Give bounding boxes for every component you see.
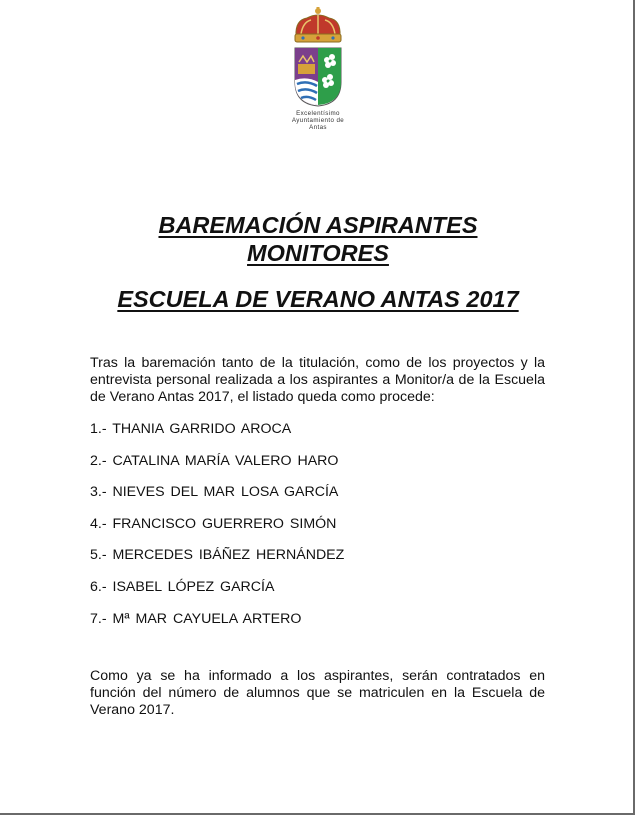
candidate-list [90, 421, 344, 642]
seal-caption-line: Antas [309, 124, 327, 131]
closing-paragraph: Como ya se ha informado a los aspirantes, serán contratados en función del número de alumnos que se matriculen en la Escuela de Verano 2017. [90, 668, 545, 718]
seal-caption-line: Excelentísimo [296, 110, 340, 117]
list-item: 6.- ISABEL LÓPEZ GARCÍA [90, 578, 275, 595]
seal-caption [268, 110, 368, 131]
list-item: 3.- NIEVES DEL MAR LOSA GARCÍA [90, 484, 339, 501]
list-item: 4.- FRANCISCO GUERRERO SIMÓN [90, 515, 337, 532]
list-item: 7.- Mª MAR CAYUELA ARTERO [90, 610, 302, 627]
crown-icon [295, 7, 341, 42]
document-title [40, 211, 596, 267]
document-subtitle: ESCUELA DE VERANO ANTAS 2017 [117, 286, 519, 312]
shield-icon [295, 48, 341, 106]
list-item: 5.- MERCEDES IBÁÑEZ HERNÁNDEZ [90, 547, 345, 564]
title-line: BAREMACIÓN ASPIRANTES [158, 212, 478, 238]
town-coat-of-arms [287, 6, 349, 108]
seal-caption-line: Ayuntamiento de [291, 117, 345, 124]
list-item: 2.- CATALINA MARÍA VALERO HARO [90, 452, 339, 469]
title-line: MONITORES [247, 240, 389, 266]
list-item: 1.- THANIA GARRIDO AROCA [90, 421, 292, 437]
intro-paragraph: Tras la baremación tanto de la titulación, como de los proyectos y la entrevista personal realizada a los aspirantes a Monitor/a de la Escuela de Verano Antas 2017, el listado queda como procede: [90, 355, 545, 405]
